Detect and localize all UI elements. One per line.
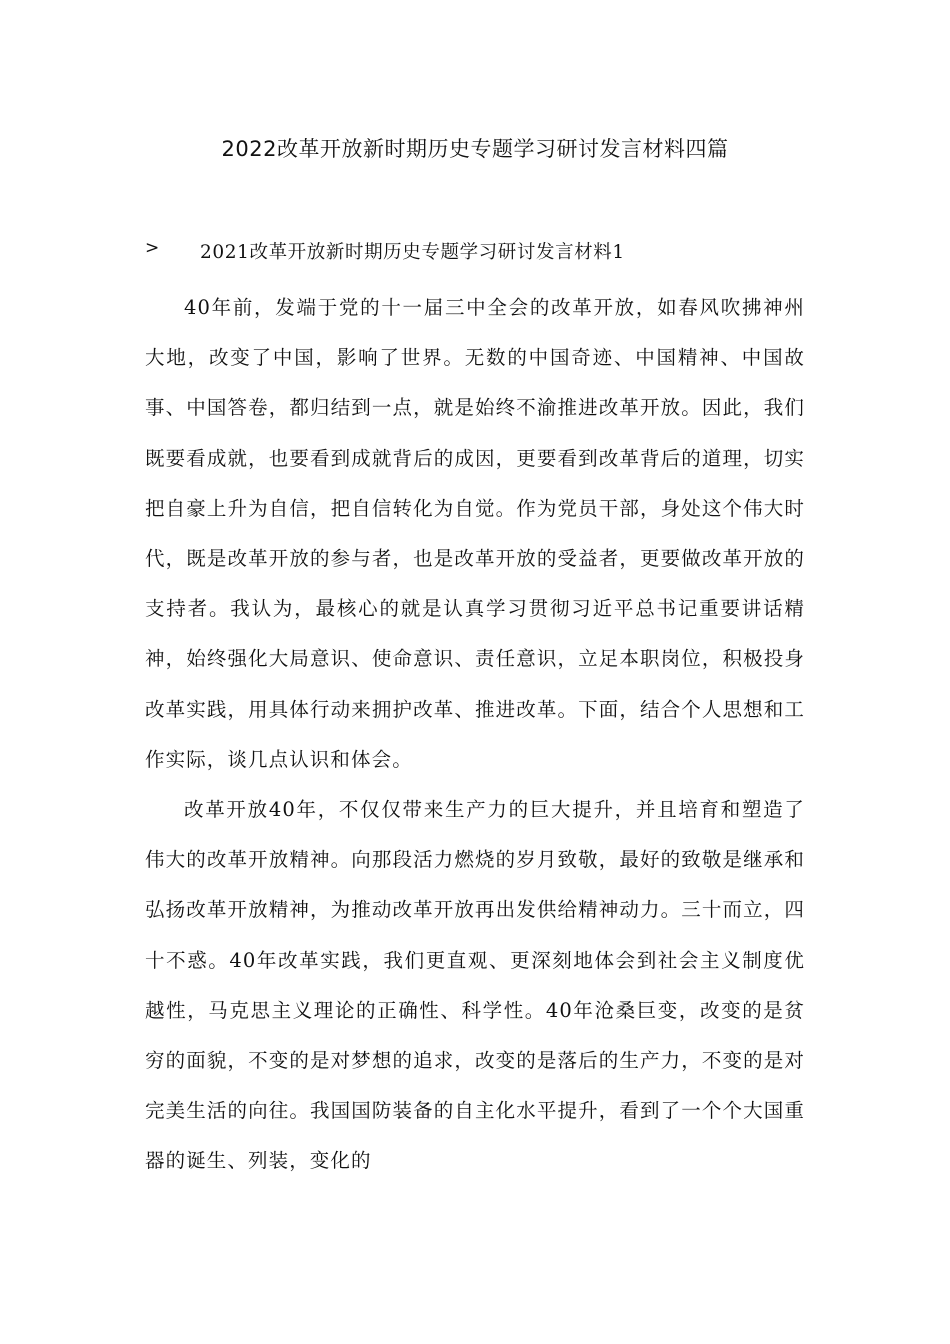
section-heading-text: 2021改革开放新时期历史专题学习研讨发言材料1 <box>200 242 625 263</box>
paragraph: 改革开放40年，不仅仅带来生产力的巨大提升，并且培育和塑造了伟大的改革开放精神。向那段活力燃烧的岁月致敬，最好的致敬是继承和弘扬改革开放精神，为推动改革开放再出发供给精神动力。三十而立，四十不惑。40年改革实践，我们更直观、更深刻地体会到社会主义制度优越性，马克思主义理论的正确性、科学性。40年沧桑巨变，改变的是贫穷的面貌，不变的是对梦想的追求，改变的是落后的生产力，不变的是对完美生活的向往。我国国防装备的自主化水平提升，看到了一个个大国重器的诞生、列装，变化的 <box>145 798 805 1173</box>
body-text <box>145 283 805 1187</box>
section-heading <box>145 238 815 268</box>
paragraph: 40年前，发端于党的十一届三中全会的改革开放，如春风吹拂神州大地，改变了中国，影响了世界。无数的中国奇迹、中国精神、中国故事、中国答卷，都归结到一点，就是始终不渝推进改革开放。因此，我们既要看成就，也要看到成就背后的成因，更要看到改革背后的道理，切实把自豪上升为自信，把自信转化为自觉。作为党员干部，身处这个伟大时代，既是改革开放的参与者，也是改革开放的受益者，更要做改革开放的支持者。我认为，最核心的就是认真学习贯彻习近平总书记重要讲话精神，始终强化大局意识、使命意识、责任意识，立足本职岗位，积极投身改革实践，用具体行动来拥护改革、推进改革。下面，结合个人思想和工作实际，谈几点认识和体会。 <box>145 296 805 771</box>
document-title: 2022改革开放新时期历史专题学习研讨发言材料四篇 <box>221 137 729 161</box>
bullet-arrow-icon: > <box>145 238 160 258</box>
